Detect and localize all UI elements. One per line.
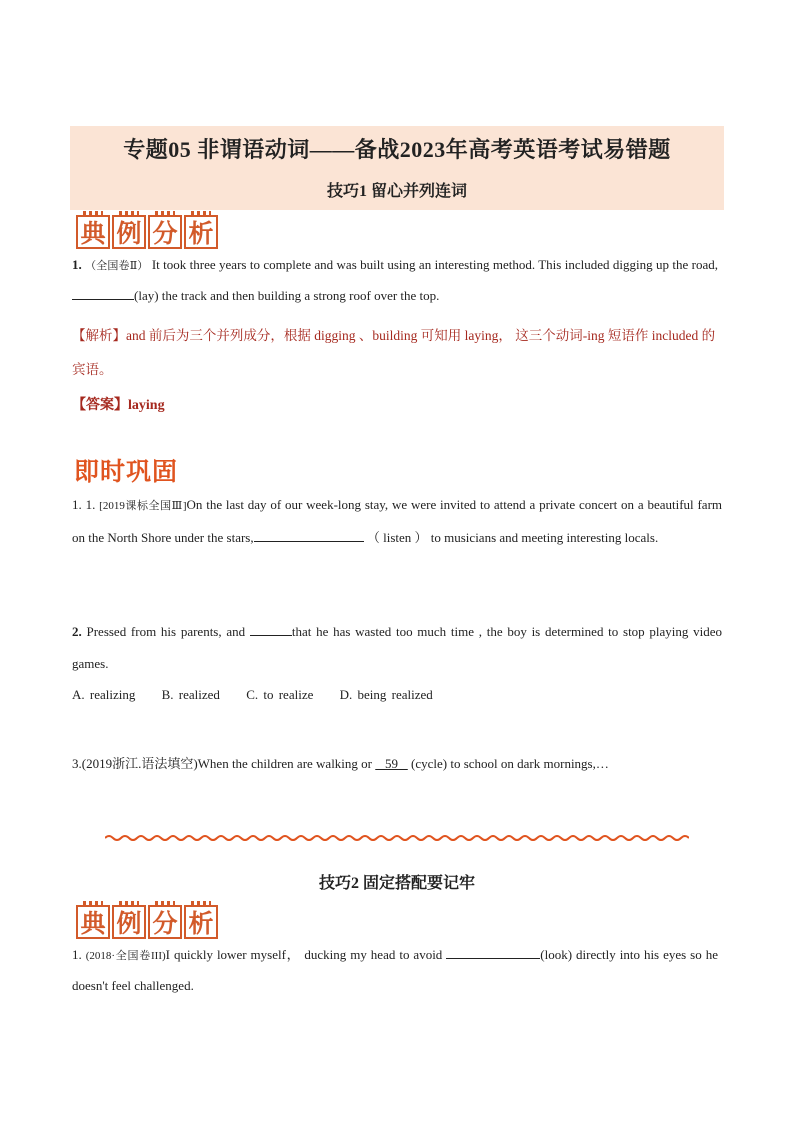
question-number: 1.	[72, 257, 82, 272]
answer-blank[interactable]	[446, 944, 540, 959]
option-a[interactable]: A. realizing	[72, 687, 136, 702]
question-text: （ listen ） to musicians and meeting interesting locals.	[366, 530, 659, 545]
badge-char: 例	[112, 905, 146, 939]
question-source: [2019课标全国Ⅲ]	[99, 500, 187, 512]
badge-char: 例	[112, 215, 146, 249]
badge-char: 析	[184, 215, 218, 249]
option-b[interactable]: B. realized	[161, 687, 220, 702]
example-analysis-badge	[76, 215, 218, 249]
section2-question-1	[72, 940, 718, 1001]
badge-char: 典	[76, 905, 110, 939]
answer-blank[interactable]	[72, 285, 134, 300]
example-analysis-badge-2	[76, 905, 218, 939]
consolidate-badge: 即时巩固	[74, 457, 179, 486]
question-number: 2.	[72, 624, 82, 639]
question-number: 1.	[72, 947, 82, 962]
section-title-2: 技巧2 固定搭配要记牢	[318, 875, 475, 892]
question-source: （全国卷Ⅱ）	[85, 260, 149, 272]
analysis-text: and 前后为三个并列成分，根据 digging 、building 可知用 laying， 这三个动词-ing 短语作 included 的宾语。	[72, 328, 716, 377]
question-text: that he has wasted too much time , the boy is determined to stop playing video games.	[72, 624, 723, 671]
blank-number: 59	[385, 756, 399, 771]
exercise-question-3	[72, 749, 722, 779]
badge-char: 分	[148, 905, 182, 939]
example-question-1	[72, 250, 718, 311]
section-title-1: 技巧1 留心并列连词	[326, 183, 467, 200]
analysis-block	[72, 319, 722, 387]
answer-blank-numbered[interactable]	[375, 756, 408, 771]
question-text: (look) directly into his eyes so he doesn't feel challenged.	[72, 947, 718, 993]
answer-label: 【答案】	[72, 398, 128, 413]
question-text: It took three years to complete and was built using an interesting method. This included digging up the road,	[151, 257, 719, 272]
answer-blank[interactable]	[254, 527, 364, 542]
question-text: (lay) the track and then building a strong roof over the top.	[134, 288, 440, 303]
option-d[interactable]: D. being realized	[339, 687, 433, 702]
exercise-question-2	[72, 616, 722, 680]
answer-blank[interactable]	[250, 621, 292, 636]
question-text: Pressed from his parents, and	[86, 624, 246, 639]
badge-char: 分	[148, 215, 182, 249]
analysis-label: 【解析】	[72, 328, 126, 343]
wave-divider	[105, 832, 689, 844]
question-source: (2018·全国卷III)	[85, 950, 166, 962]
question-text: I quickly lower myself， ducking my head to avoid	[165, 947, 443, 962]
badge-char: 典	[76, 215, 110, 249]
exercise-question-1	[72, 489, 722, 554]
option-c[interactable]: C. to realize	[246, 687, 314, 702]
answer-block	[72, 394, 165, 414]
options-row	[72, 680, 722, 710]
page-title: 专题05 非谓语动词——备战2023年高考英语考试易错题	[123, 137, 671, 162]
question-text: 3.(2019浙江.语法填空)When the children are walking or	[72, 756, 373, 771]
answer-text: laying	[128, 398, 165, 413]
badge-char: 析	[184, 905, 218, 939]
question-number: 1. 1.	[72, 497, 96, 512]
question-text: (cycle) to school on dark mornings,…	[411, 756, 609, 771]
question-text: On the last day of our week-long stay, we were invited to attend a private concert on a beautiful farm on the North Shore under the stars,	[72, 497, 723, 545]
